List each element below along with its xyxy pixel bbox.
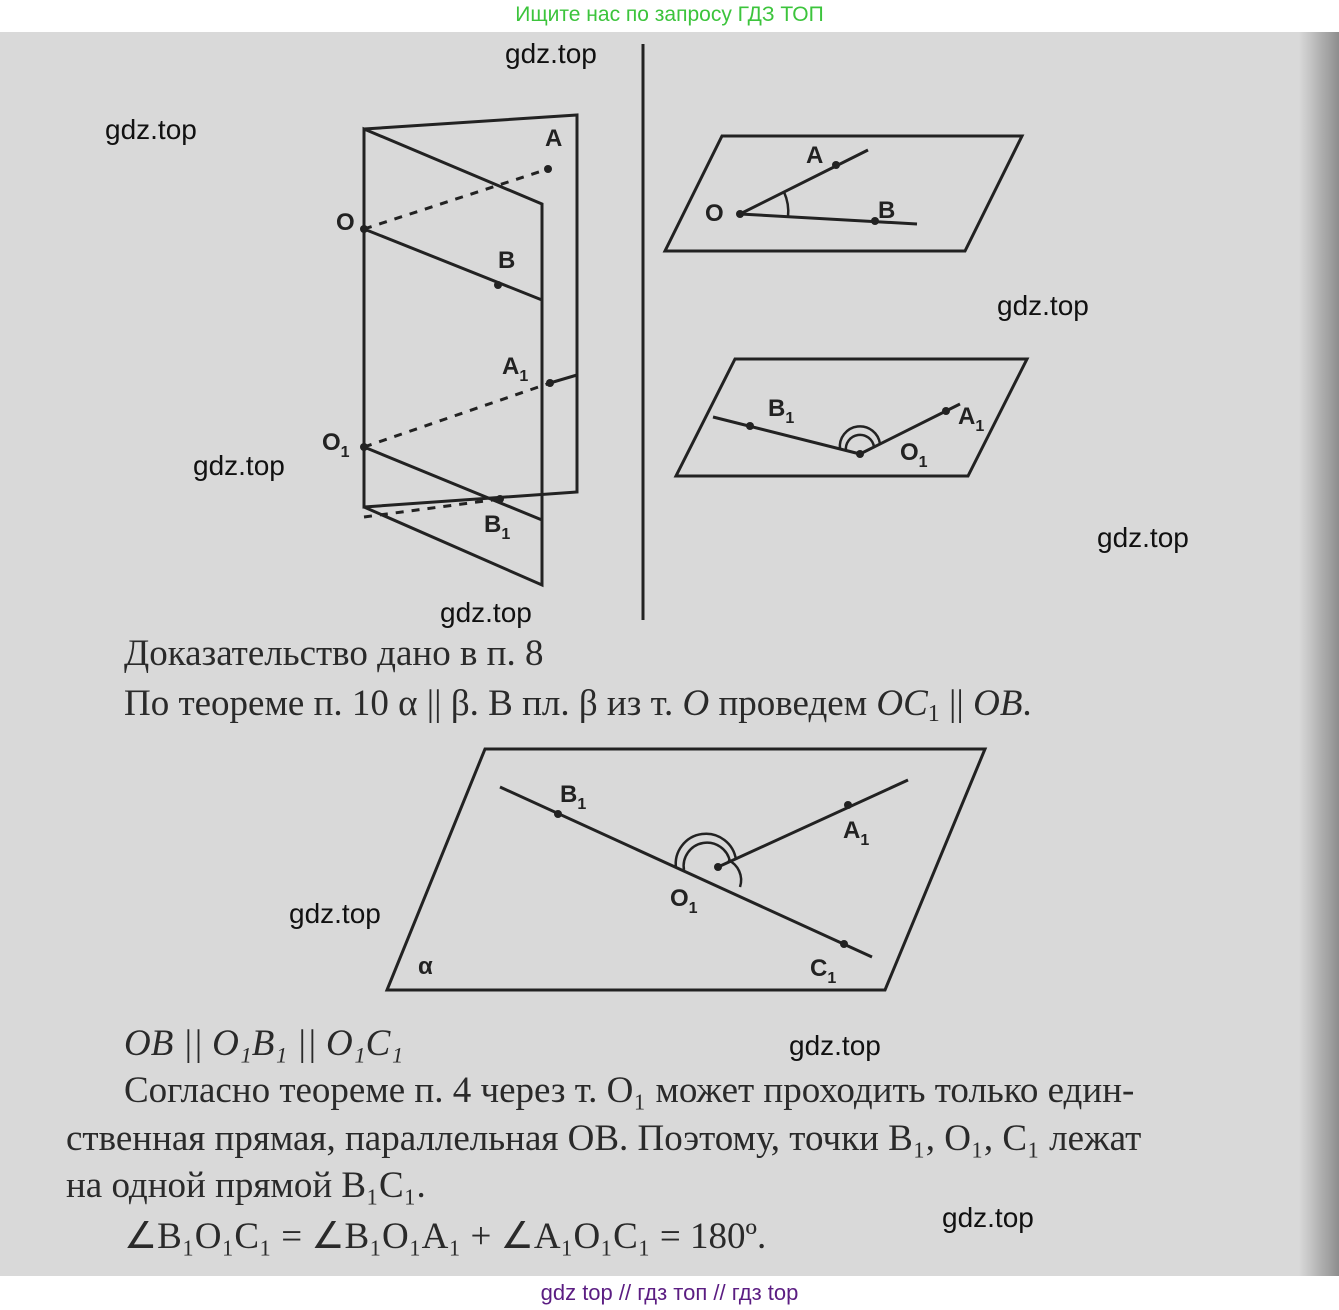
- fig4-ray-o1a1: [718, 780, 908, 867]
- fig4-point-o1: [714, 863, 722, 871]
- fig1-point-b: [494, 281, 502, 289]
- watermark: gdz.top: [289, 898, 381, 929]
- text-line-theorem: По теореме п. 10 α || β. В пл. β из т. O проведем $OC_1$ || OB.: [124, 683, 1032, 727]
- fig4-label-alpha: α: [418, 953, 433, 980]
- fig1-label-o1: $O_1$: [322, 429, 350, 461]
- fig2-angle-arc: [784, 192, 788, 217]
- fig1-point-a1: [546, 379, 554, 387]
- fig2-plane: [665, 136, 1022, 251]
- fig1-label-a1: $A_1$: [502, 353, 529, 385]
- figure-angle-aob: [665, 136, 1022, 251]
- watermark: gdz.top: [505, 38, 597, 69]
- fig3-label-a1: $A_1$: [958, 403, 985, 435]
- scanned-page: [0, 32, 1339, 1276]
- fig4-point-b1: [554, 810, 562, 818]
- fig3-label-b1: $B_1$: [768, 395, 795, 427]
- fig1-point-o: [360, 225, 368, 233]
- fig2-label-a: A: [806, 142, 824, 169]
- watermark: gdz.top: [193, 450, 285, 481]
- fig3-point-o1: [856, 450, 864, 458]
- fig4-angle-arc-3: [728, 860, 741, 887]
- fig1-line-o1b1: [364, 447, 542, 520]
- watermark: gdz.top: [440, 597, 532, 628]
- fig1-line-oa: [364, 169, 548, 229]
- fig2-point-a: [832, 161, 840, 169]
- bottom-banner[interactable]: gdz top // гдз топ // гдз top: [540, 1280, 799, 1305]
- fig4-label-o1: $O_1$: [670, 885, 698, 917]
- fig1-line-a1-tail: [550, 375, 577, 383]
- watermark: gdz.top: [789, 1030, 881, 1061]
- fig1-label-b: B: [498, 247, 516, 274]
- fig4-point-a1: [844, 801, 852, 809]
- fig4-label-b1: $B_1$: [560, 781, 587, 813]
- fig2-label-b: B: [878, 197, 896, 224]
- fig4-point-c1: [840, 940, 848, 948]
- fig4-label-c1: $C_1$: [810, 955, 837, 987]
- watermark: gdz.top: [105, 114, 197, 145]
- fig1-line-o1a1: [364, 383, 550, 447]
- fig1-label-b1: $B_1$: [484, 511, 511, 543]
- fig3-point-a1: [942, 407, 950, 415]
- text-line-proof: Доказательство дано в п. 8: [124, 633, 544, 674]
- text-line-same-line: на одной прямой B₁C₁.: [66, 1165, 426, 1206]
- fig1-label-a: A: [545, 125, 563, 152]
- figure-plane-alpha: [387, 749, 985, 990]
- fig1-point-b1: [496, 495, 504, 503]
- text-line-parallel: OB || O₁B₁ || O₁C₁: [124, 1023, 404, 1064]
- text-line-angle-sum: ∠B₁O₁C₁ = ∠B₁O₁A₁ + ∠A₁O₁C₁ = 180º.: [124, 1216, 767, 1257]
- fig1-label-o: O: [336, 209, 355, 236]
- fig4-label-a1: $A_1$: [843, 817, 870, 849]
- fig1-point-a: [544, 165, 552, 173]
- fig3-label-o1: $O_1$: [900, 439, 928, 471]
- text-line-according: Согласно теореме п. 4 через т. O₁ может проходить только един-: [124, 1070, 1135, 1111]
- watermark: gdz.top: [997, 290, 1089, 321]
- watermark: gdz.top: [1097, 522, 1189, 553]
- watermark: gdz.top: [942, 1202, 1034, 1233]
- top-banner[interactable]: Ищите нас по запросу ГДЗ ТОП: [515, 3, 824, 26]
- fig3-point-b1: [746, 422, 754, 430]
- figure-parallel-planes-3d: [364, 115, 577, 585]
- fig2-point-o: [736, 210, 744, 218]
- fig2-label-o: O: [705, 200, 724, 227]
- fig2-ray-oa: [740, 150, 868, 214]
- fig1-point-o1: [360, 443, 368, 451]
- text-line-unique: ственная прямая, параллельная OB. Поэтому, точки B₁, O₁, C₁ лежат: [66, 1118, 1142, 1159]
